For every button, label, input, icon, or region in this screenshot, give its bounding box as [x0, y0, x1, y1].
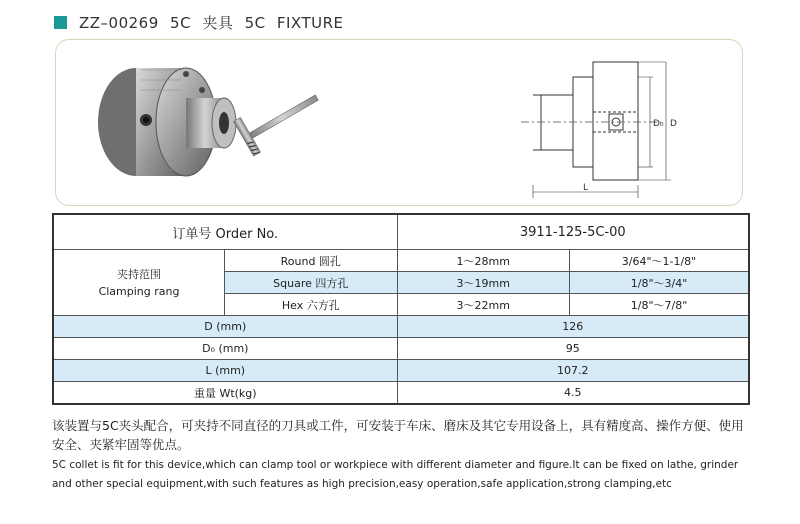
hole-type-label: Hex 六方孔: [225, 294, 397, 316]
fixture-photo-icon: [86, 40, 346, 205]
table-row: [53, 382, 749, 405]
spec-value: 95: [397, 338, 749, 360]
clamping-label-en: Clamping rang: [98, 284, 180, 298]
product-figure-panel: [55, 39, 743, 206]
d0-dimension-label: D₀: [653, 119, 664, 129]
order-number: 3911-125-5C-00: [397, 214, 749, 250]
spec-label: 重量 Wt(kg): [53, 382, 397, 405]
metric-range: 1～28mm: [397, 250, 569, 272]
order-row: [53, 214, 749, 250]
clamping-range-label: [53, 250, 225, 316]
table-row: [53, 338, 749, 360]
page-header: [54, 10, 343, 34]
metric-range: 3～19mm: [397, 272, 569, 294]
description-chinese: 该装置与5C夹头配合，可夹持不同直径的刀具或工件，可安装于车床、磨床及其它专用设备上，具有精度高、操作方便、使用安全、夹紧牢固等优点。: [52, 418, 744, 452]
hole-type-label: Square 四方孔: [225, 272, 397, 294]
section-marker-icon: [54, 16, 67, 29]
page-title: ZZ–00269 5C 夹具 5C FIXTURE: [79, 13, 344, 32]
l-dimension-label: L: [583, 183, 589, 193]
spec-value: 107.2: [397, 360, 749, 382]
order-label: 订单号 Order No.: [53, 214, 397, 250]
spec-label: D (mm): [53, 316, 397, 338]
imperial-range: 1/8"～3/4": [570, 272, 750, 294]
spec-label: L (mm): [53, 360, 397, 382]
metric-range: 3～22mm: [397, 294, 569, 316]
table-row: [53, 250, 749, 272]
imperial-range: 1/8"～7/8": [570, 294, 750, 316]
spec-label: D₀ (mm): [53, 338, 397, 360]
imperial-range: 3/64"～1-1/8": [570, 250, 750, 272]
d-dimension-label: D: [670, 119, 677, 129]
technical-drawing: [511, 40, 721, 205]
spec-value: 126: [397, 316, 749, 338]
description-english: 5C collet is fit for this device,which can clamp tool or workpiece with different diameter and figure.It can be fixed on lathe, grinder and other special equipment,with such features as high precision,easy operation,safe application,strong clamping,etc: [52, 459, 739, 490]
spec-table: [52, 213, 750, 405]
clamping-label-cn: 夹持范围: [117, 267, 162, 281]
hole-type-label: Round 圆孔: [225, 250, 397, 272]
spec-value: 4.5: [397, 382, 749, 405]
table-row: [53, 360, 749, 382]
table-row: [53, 316, 749, 338]
